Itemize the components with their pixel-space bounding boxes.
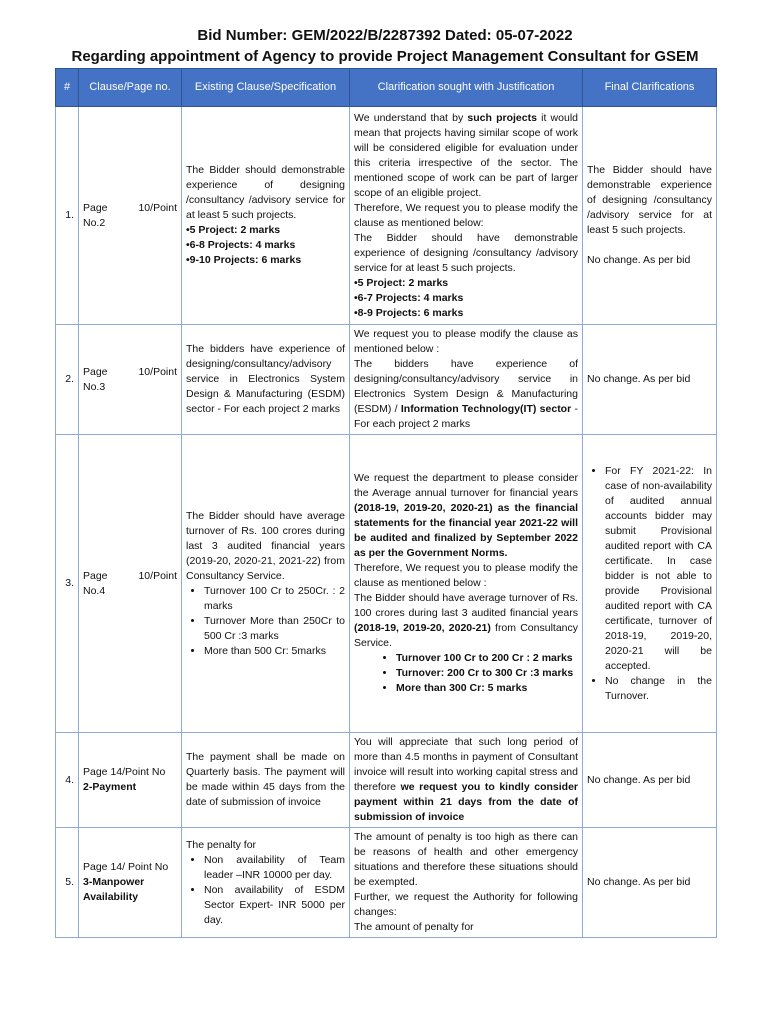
proposed-clause bbox=[354, 591, 578, 651]
final-text: No change. As per bid bbox=[587, 254, 691, 266]
final-text: No change. As per bid bbox=[587, 373, 691, 385]
page-ref: Page 14/ Point No bbox=[83, 861, 169, 873]
existing-text: The penalty for bbox=[186, 838, 257, 851]
clarification-sought bbox=[350, 733, 583, 828]
table-row bbox=[56, 435, 717, 733]
marks-line: •9-10 Projects: 6 marks bbox=[186, 254, 302, 266]
page-ref: Page No.3 bbox=[83, 365, 108, 393]
final-clarification bbox=[583, 325, 717, 435]
clarification-text: The amount of penalty for bbox=[354, 921, 474, 933]
existing-clause bbox=[182, 107, 350, 325]
table-row bbox=[56, 107, 717, 325]
row-number: 5. bbox=[56, 828, 79, 938]
table-row bbox=[56, 828, 717, 938]
final-clarification bbox=[583, 435, 717, 733]
proposed-clause: The Bidder should have demonstrable experience of designing /consultancy /advisory service for at least 5 such projects. bbox=[354, 231, 578, 274]
header-number: # bbox=[56, 69, 79, 107]
list-item: • Non availability of Team leader –INR 10000 per day. bbox=[204, 853, 345, 883]
row-number: 1. bbox=[56, 107, 79, 325]
existing-text: The payment shall be made on Quarterly basis. The payment will be made within 45 days from the date of submission of invoice bbox=[186, 751, 345, 808]
clarification-text: We request the department to please consider the Average annual turnover for financial years bbox=[354, 472, 578, 499]
page-ref: Page 14/Point No bbox=[83, 766, 166, 778]
clarification-sought bbox=[350, 107, 583, 325]
existing-clause bbox=[182, 828, 350, 938]
clarification-paragraph bbox=[354, 471, 578, 561]
turnover-marks-list bbox=[186, 584, 345, 659]
clause-page bbox=[79, 107, 182, 325]
header-clause-page: Clause/Page no. bbox=[79, 69, 182, 107]
final-clarification bbox=[583, 107, 717, 325]
list-item: • More than 300 Cr: 5 marks bbox=[396, 681, 578, 696]
marks-line: •5 Project: 2 marks bbox=[354, 276, 449, 289]
existing-clause bbox=[182, 733, 350, 828]
existing-text: The Bidder should demonstrable experience of designing /consultancy /advisory service for at least 5 such projects. bbox=[186, 164, 345, 221]
clarification-sought bbox=[350, 435, 583, 733]
clarification-bold-text: we request you to kindly consider payment within 21 days from the date of submission of invoice bbox=[354, 781, 578, 823]
row-number: 4. bbox=[56, 733, 79, 828]
clarification-bold-text: (2018-19, 2019-20, 2020-21) bbox=[354, 622, 491, 634]
existing-text: The Bidder should have average turnover of Rs. 100 crores during last 3 audited financial years (2019-20, 2020-21, 2021-22) from Consultancy Service. bbox=[186, 509, 345, 582]
point-ref: 10/Point bbox=[138, 201, 177, 214]
clarification-request: Further, we request the Authority for following changes: bbox=[354, 891, 578, 918]
point-ref: 3-Manpower Availability bbox=[83, 876, 145, 903]
list-item: • No change in the Turnover. bbox=[605, 674, 712, 704]
document-subtitle: Regarding appointment of Agency to provide Project Management Consultant for GSEM bbox=[71, 48, 699, 65]
page-ref: Page No.4 bbox=[83, 569, 108, 597]
clarification-sought bbox=[350, 828, 583, 938]
clarification-text: from Consultancy Service. bbox=[354, 622, 578, 649]
clarification-request: Therefore, We request you to please modify the clause as mentioned below: bbox=[354, 201, 578, 229]
table-row bbox=[56, 325, 717, 435]
list-item: • Turnover 100 Cr to 200 Cr : 2 marks bbox=[396, 651, 578, 666]
clause-page bbox=[79, 828, 182, 938]
clarification-bold-text: (2018-19, 2019-20, 2020-21) as the financial statements for the financial year 2021-22 will be audited and finalized by September 2022 as per the Government Norms. bbox=[354, 502, 578, 559]
clause-page bbox=[79, 733, 182, 828]
marks-line: •8-9 Projects: 6 marks bbox=[354, 306, 464, 319]
marks-line: •6-8 Projects: 4 marks bbox=[186, 239, 296, 251]
clarification-table bbox=[55, 68, 717, 938]
penalty-list bbox=[186, 853, 345, 928]
table-header-row bbox=[56, 69, 717, 107]
final-clarification bbox=[583, 733, 717, 828]
clarification-sought bbox=[350, 325, 583, 435]
existing-clause bbox=[182, 325, 350, 435]
final-text: No change. As per bid bbox=[587, 876, 691, 888]
clarification-paragraph bbox=[354, 735, 578, 825]
final-list bbox=[587, 464, 712, 704]
header-clarification-sought: Clarification sought with Justification bbox=[350, 69, 583, 107]
clarification-bold-text: such projects bbox=[467, 111, 537, 124]
final-clarification bbox=[583, 828, 717, 938]
clarification-text: The bidders have experience of designing/consultancy/advisory service in Electronics System Design & Manufacturing (ESDM) / bbox=[354, 358, 578, 415]
point-ref: 10/Point bbox=[138, 365, 177, 378]
existing-clause bbox=[182, 435, 350, 733]
clarification-paragraph: The amount of penalty is too high as there can be reasons of health and other emergency situations and therefore these situations should be exempted. bbox=[354, 831, 578, 888]
page-ref: Page No.2 bbox=[83, 201, 108, 229]
bid-number-title: Bid Number: GEM/2022/B/2287392 Dated: 05-07-2022 bbox=[197, 27, 573, 44]
clarification-text: it would mean that projects having similar scope of work will be considered eligible for evaluation under this criteria irrespective of the sector. The mentioned scope of work can be part of larger scope of an eligible project. bbox=[354, 111, 578, 199]
header-final-clarifications: Final Clarifications bbox=[583, 69, 717, 107]
clarification-text: We understand that by bbox=[354, 111, 468, 124]
clarification-paragraph bbox=[354, 111, 578, 201]
proposed-clause bbox=[354, 357, 578, 432]
marks-line: •6-7 Projects: 4 marks bbox=[354, 291, 464, 304]
list-item: • Turnover More than 250Cr to 500 Cr :3 marks bbox=[204, 614, 345, 644]
final-text: The Bidder should have demonstrable experience of designing /consultancy /advisory service for at least 5 such projects. bbox=[587, 164, 712, 236]
header-existing-clause: Existing Clause/Specification bbox=[182, 69, 350, 107]
final-text: No change. As per bid bbox=[587, 773, 691, 786]
list-item: • Non availability of ESDM Sector Expert- INR 5000 per day. bbox=[204, 883, 345, 928]
list-item: • Turnover: 200 Cr to 300 Cr :3 marks bbox=[396, 666, 578, 681]
table-row bbox=[56, 733, 717, 828]
clarification-text: - For each project 2 marks bbox=[354, 403, 578, 430]
clause-page bbox=[79, 435, 182, 733]
row-number: 2. bbox=[56, 325, 79, 435]
marks-line: •5 Project: 2 marks bbox=[186, 224, 281, 236]
clarification-text: The Bidder should have average turnover of Rs. 100 crores during last 3 audited financial years bbox=[354, 592, 578, 619]
point-ref: 2-Payment bbox=[83, 781, 137, 793]
row-number: 3. bbox=[56, 435, 79, 733]
clarification-request: We request you to please modify the clause as mentioned below : bbox=[354, 328, 578, 355]
clarification-bold-text: Information Technology(IT) sector bbox=[400, 403, 572, 415]
list-item: • For FY 2021-22: In case of non-availability of audited annual accounts bidder may submit Provisional audited report with CA certificate. In case bidder is not able to provide Provisional audited report with CA certificate, turnover of 2018-19, 2019-20, 2020-21 will be accepted. bbox=[605, 464, 712, 674]
clarification-request: Therefore, We request you to please modify the clause as mentioned below : bbox=[354, 562, 578, 589]
proposed-marks-list bbox=[354, 651, 578, 696]
list-item: • Turnover 100 Cr to 250Cr. : 2 marks bbox=[204, 584, 345, 614]
clarification-text: You will appreciate that such long period of more than 4.5 months in payment of Consultant invoice will result into working capital stress and therefore bbox=[354, 736, 578, 793]
existing-text: The bidders have experience of designing/consultancy/advisory service in Electronics System Design & Manufacturing (ESDM) sector - For each project 2 marks bbox=[186, 343, 345, 415]
list-item: • More than 500 Cr: 5marks bbox=[204, 644, 345, 659]
clause-page bbox=[79, 325, 182, 435]
point-ref: 10/Point bbox=[138, 569, 177, 582]
